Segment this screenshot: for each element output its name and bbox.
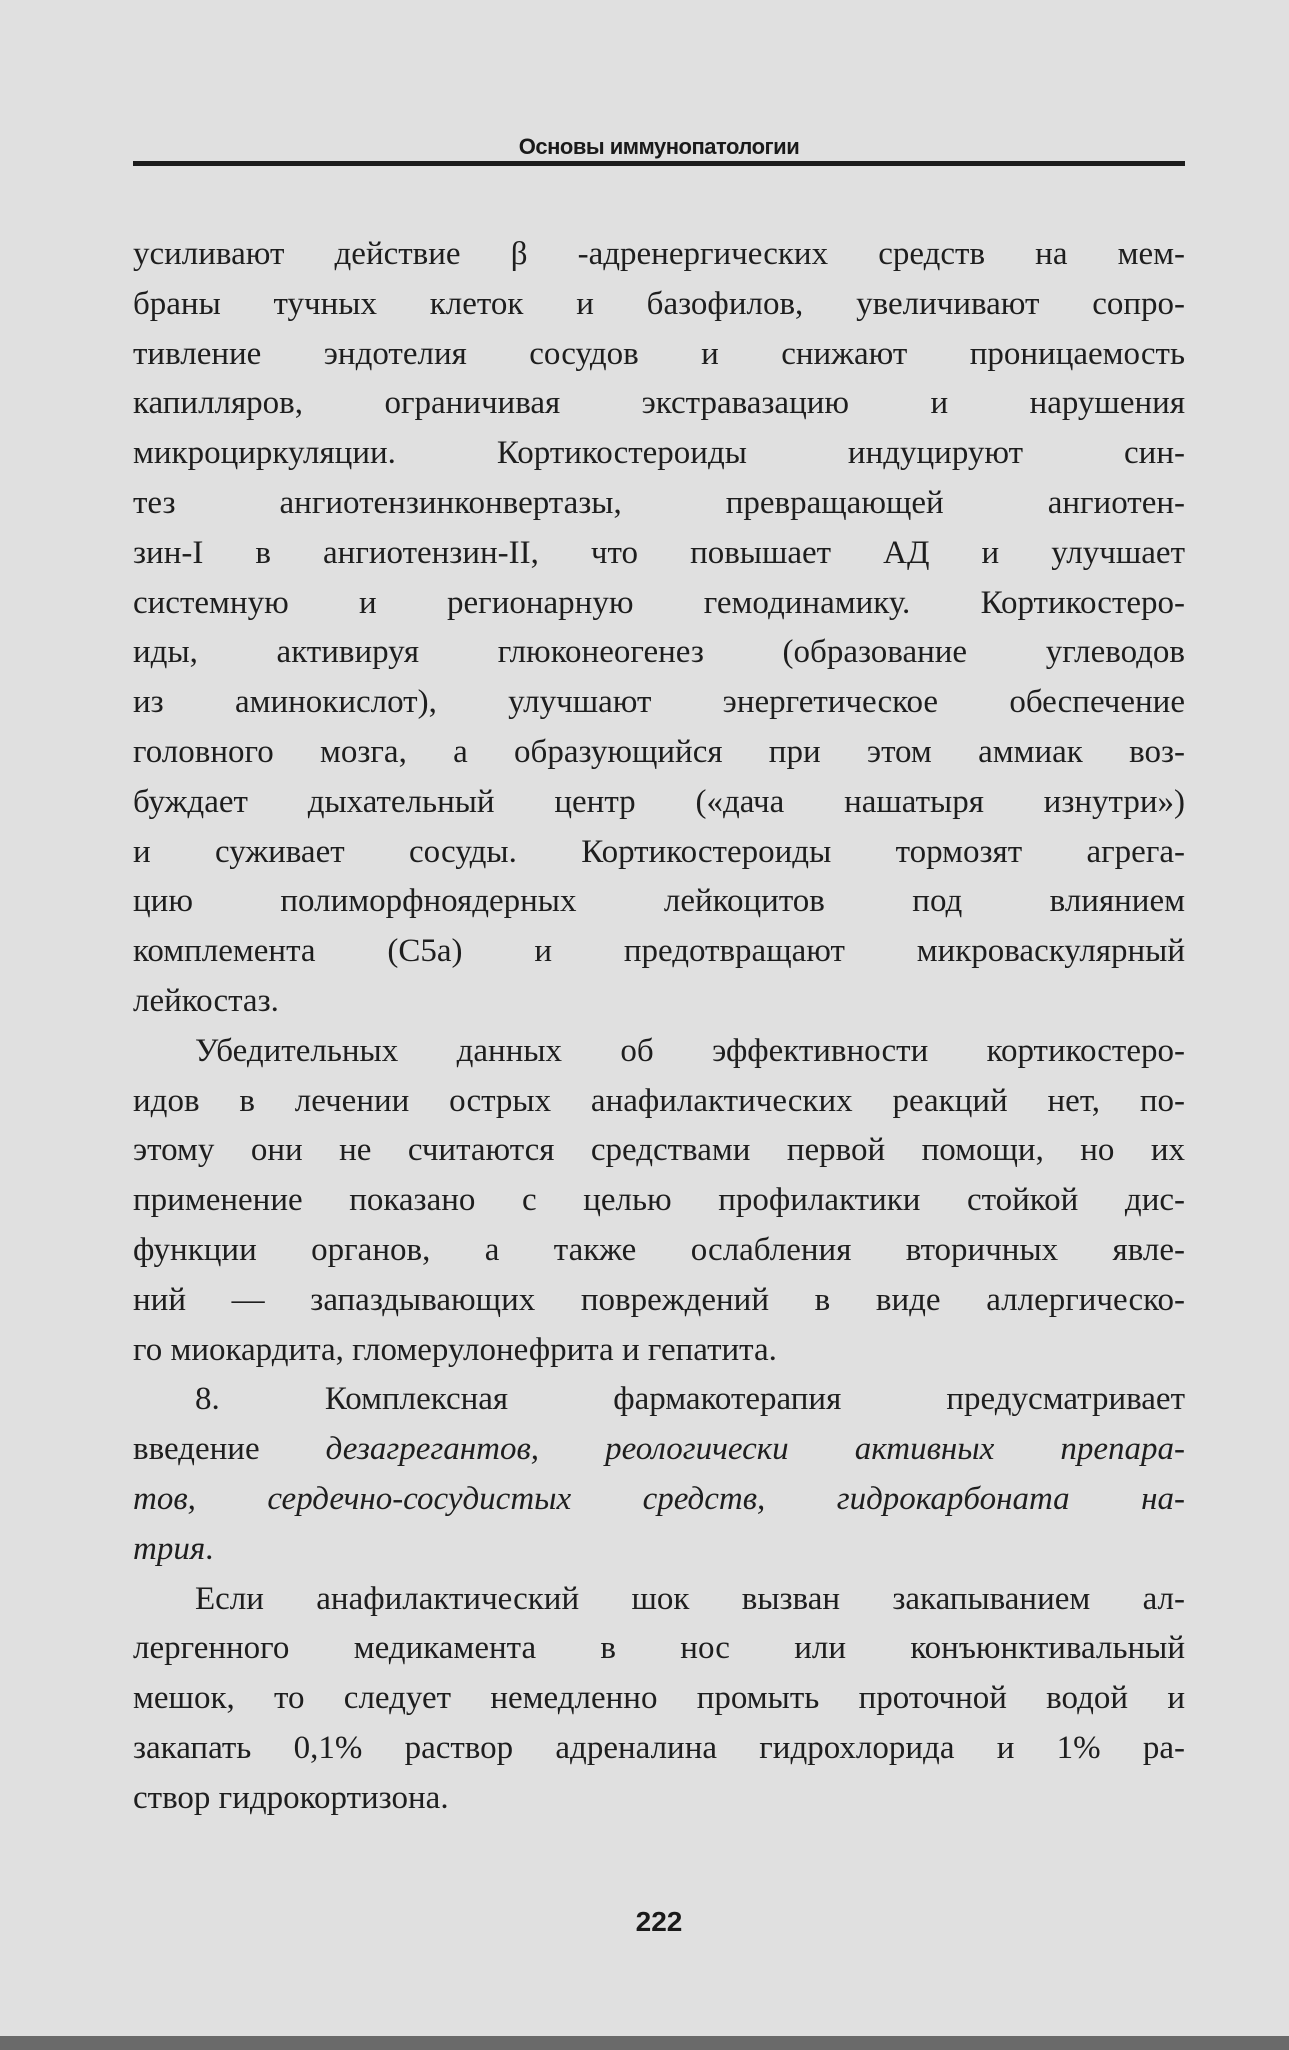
- text-line: применение показано с целью профилактики стойкой дис-: [133, 1182, 1185, 1219]
- text-line: идов в лечении острых анафилактических реакций нет, по-: [133, 1082, 1185, 1119]
- text-line: буждает дыхательный центр («дача нашатыря изнутри»): [133, 783, 1185, 820]
- text-fragment: введение: [133, 1431, 326, 1468]
- italic-term: дезагрегантов, реологически активных препара-: [325, 1431, 1185, 1468]
- header-rule: [133, 161, 1185, 166]
- text-line: лергенного медикамента в нос или конъюнктивальный: [133, 1630, 1185, 1667]
- text-line: цию полиморфноядерных лейкоцитов под влиянием: [133, 883, 1185, 920]
- text-line: лейкостаз.: [133, 982, 279, 1019]
- text-line: створ гидрокортизона.: [133, 1779, 449, 1816]
- text-line: этому они не считаются средствами первой помощи, но их: [133, 1132, 1185, 1169]
- text-line: [133, 1475, 1185, 1525]
- text-line: го миокардита, гломерулонефрита и гепатита.: [133, 1331, 777, 1368]
- text-line: мешок, то следует немедленно промыть проточной водой и: [133, 1680, 1185, 1717]
- page-number: 222: [635, 1906, 683, 1937]
- text-line: функции органов, а также ослабления вторичных явле-: [133, 1231, 1185, 1268]
- text-line: зин-I в ангиотензин-II, что повышает АД и улучшает: [133, 534, 1185, 571]
- text-line: 8. Комплексная фармакотерапия предусматривает: [195, 1381, 1185, 1418]
- text-fragment: .: [205, 1530, 214, 1567]
- body-text: [133, 230, 1185, 1824]
- text-line: [133, 1525, 1185, 1575]
- text-line: усиливают действие β -адренергических средств на мем-: [133, 236, 1185, 272]
- text-line: закапать 0,1% раствор адреналина гидрохлорида и 1% ра-: [133, 1729, 1185, 1766]
- text-line: головного мозга, а образующийся при этом аммиак воз-: [133, 733, 1185, 770]
- text-line: из аминокислот), улучшают энергетическое обеспечение: [133, 684, 1185, 721]
- italic-term: тов, сердечно-сосудистых средств, гидрокарбоната на-: [133, 1480, 1185, 1517]
- text-line: ний — запаздывающих повреждений в виде аллергическо-: [133, 1281, 1185, 1318]
- text-line: тивление эндотелия сосудов и снижают проницаемость: [133, 335, 1185, 372]
- text-line: тез ангиотензинконвертазы, превращающей ангиотен-: [133, 484, 1185, 521]
- text-line: браны тучных клеток и базофилов, увеличивают сопро-: [133, 285, 1185, 322]
- text-line: Убедительных данных об эффективности кортикостеро-: [195, 1032, 1185, 1069]
- text-line: системную и регионарную гемодинамику. Кортикостеро-: [133, 584, 1185, 621]
- text-line: иды, активируя глюконеогенез (образование углеводов: [133, 634, 1185, 671]
- italic-term: трия: [133, 1530, 206, 1567]
- text-line: [133, 1425, 1185, 1475]
- text-line: и суживает сосуды. Кортикостероиды тормозят агрега-: [133, 833, 1185, 870]
- running-title: Основы иммунопатологии: [518, 134, 800, 159]
- text-line: Если анафилактический шок вызван закапыванием ал-: [195, 1580, 1185, 1617]
- text-line: комплемента (С5а) и предотвращают микроваскулярный: [133, 933, 1185, 970]
- text-line: капилляров, ограничивая экстравазацию и нарушения: [133, 385, 1185, 422]
- text-line: микроциркуляции. Кортикостероиды индуцируют син-: [133, 435, 1185, 472]
